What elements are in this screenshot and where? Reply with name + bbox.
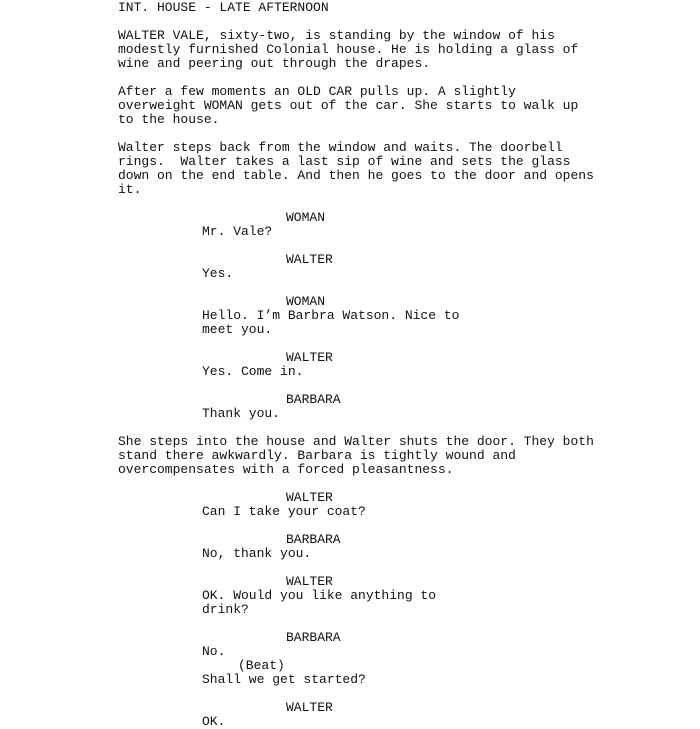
character-name: BARBARA <box>286 630 341 645</box>
action-line: to the house. <box>118 112 220 127</box>
dialogue-line: Mr. Vale? <box>202 224 273 239</box>
dialogue-line: Yes. Come in. <box>202 364 304 379</box>
dialogue-line: Shall we get started? <box>202 672 366 687</box>
character-name: BARBARA <box>286 392 341 407</box>
action-line: stand there awkwardly. Barbara is tightly wound and <box>118 448 516 463</box>
action-line: down on the end table. And then he goes to the door and opens <box>118 168 594 183</box>
parenthetical: (Beat) <box>238 658 285 673</box>
character-name: WALTER <box>286 574 333 589</box>
action-line: it. <box>118 182 142 197</box>
character-name: WALTER <box>286 350 333 365</box>
character-name: WOMAN <box>286 210 326 225</box>
character-name: WOMAN <box>286 294 326 309</box>
action-line: overcompensates with a forced pleasantness. <box>118 462 454 477</box>
dialogue-line: No, thank you. <box>202 546 312 561</box>
dialogue-line: meet you. <box>202 322 273 337</box>
dialogue-line: OK. <box>202 714 226 729</box>
character-name: WALTER <box>286 490 333 505</box>
dialogue-line: No. <box>202 644 226 659</box>
dialogue-line: Yes. <box>202 266 234 281</box>
character-name: BARBARA <box>286 532 341 547</box>
dialogue-line: Hello. I’m Barbra Watson. Nice to <box>202 308 460 323</box>
action-line: wine and peering out through the drapes. <box>118 56 431 71</box>
action-line: She steps into the house and Walter shuts the door. They both <box>118 434 594 449</box>
action-line: modestly furnished Colonial house. He is holding a glass of <box>118 42 579 57</box>
action-line: After a few moments an OLD CAR pulls up. A slightly <box>118 84 516 99</box>
action-line: Walter steps back from the window and waits. The doorbell <box>118 140 563 155</box>
dialogue-line: drink? <box>202 602 249 617</box>
scene-heading: INT. HOUSE - LATE AFTERNOON <box>118 0 329 15</box>
action-line: WALTER VALE, sixty-two, is standing by the window of his <box>118 28 555 43</box>
character-name: WALTER <box>286 700 333 715</box>
dialogue-line: Thank you. <box>202 406 281 421</box>
dialogue-line: Can I take your coat? <box>202 504 366 519</box>
action-line: rings. Walter takes a last sip of wine and sets the glass <box>118 154 571 169</box>
dialogue-line: OK. Would you like anything to <box>202 588 437 603</box>
character-name: WALTER <box>286 252 333 267</box>
action-line: overweight WOMAN gets out of the car. She starts to walk up <box>118 98 579 113</box>
